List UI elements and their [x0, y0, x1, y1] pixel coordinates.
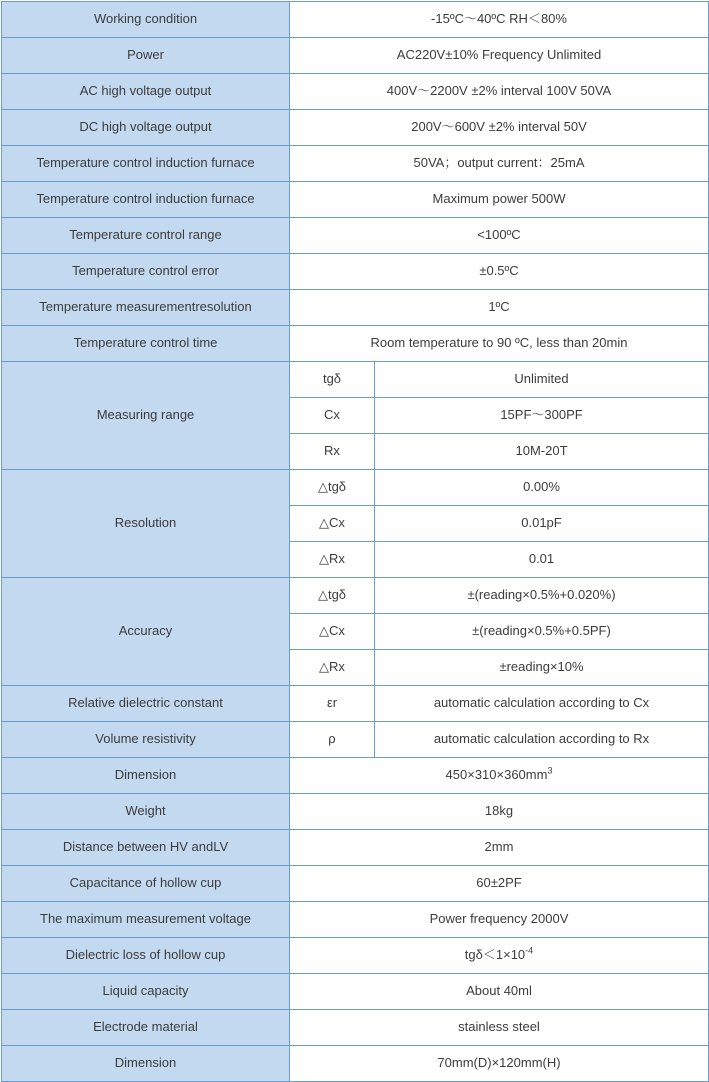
row-label: Dimension [2, 758, 290, 794]
row-label: Relative dielectric constant [2, 686, 290, 722]
table-row [2, 74, 709, 110]
table-row [2, 290, 709, 326]
row-label: Power [2, 38, 290, 74]
row-symbol: ρ [290, 722, 375, 758]
row-value: About 40ml [290, 974, 709, 1010]
table-row [2, 326, 709, 362]
row-symbol: △Rx [290, 542, 375, 578]
row-label: Electrode material [2, 1010, 290, 1046]
table-row [2, 362, 709, 398]
row-label: Accuracy [2, 578, 290, 686]
row-label: Resolution [2, 470, 290, 578]
row-value: ±(reading×0.5%+0.020%) [375, 578, 709, 614]
table-row [2, 578, 709, 614]
row-label: Temperature control induction furnace [2, 146, 290, 182]
table-row [2, 38, 709, 74]
row-value: ±0.5ºC [290, 254, 709, 290]
table-row [2, 2, 709, 38]
row-value: 0.00% [375, 470, 709, 506]
row-value: $tg\delta<1\times 10^{-4}$ [290, 938, 709, 974]
row-label: Temperature measurementresolution [2, 290, 290, 326]
row-label: Temperature control induction furnace [2, 182, 290, 218]
value-superscript: 3 [547, 765, 553, 776]
table-row [2, 218, 709, 254]
row-symbol: Cx [290, 398, 375, 434]
row-value: 60±2PF [290, 866, 709, 902]
row-label: Temperature control time [2, 326, 290, 362]
row-value: 0.01pF [375, 506, 709, 542]
table-row [2, 254, 709, 290]
table-row [2, 722, 709, 758]
row-value: 1ºC [290, 290, 709, 326]
row-label: Liquid capacity [2, 974, 290, 1010]
row-value: -15ºC～40ºC RH＜80% [290, 2, 709, 38]
table-row [2, 146, 709, 182]
row-value: AC220V±10% Frequency Unlimited [290, 38, 709, 74]
row-symbol: εr [290, 686, 375, 722]
table-row [2, 794, 709, 830]
table-row [2, 686, 709, 722]
row-value: $450\times 310\times 360mm^3$ [290, 758, 709, 794]
row-value: ±(reading×0.5%+0.5PF) [375, 614, 709, 650]
row-symbol: △Cx [290, 506, 375, 542]
row-symbol: △tgδ [290, 578, 375, 614]
row-label: DC high voltage output [2, 110, 290, 146]
row-value: Power frequency 2000V [290, 902, 709, 938]
row-symbol: Rx [290, 434, 375, 470]
table-row [2, 902, 709, 938]
row-value: 0.01 [375, 542, 709, 578]
row-value: automatic calculation according to Cx [375, 686, 709, 722]
row-value: 2mm [290, 830, 709, 866]
row-label: Dimension [2, 1046, 290, 1082]
row-value: Room temperature to 90 ºC, less than 20min [290, 326, 709, 362]
row-value: 18kg [290, 794, 709, 830]
row-label: Temperature control error [2, 254, 290, 290]
table-row [2, 938, 709, 974]
row-label: Weight [2, 794, 290, 830]
row-label: Temperature control range [2, 218, 290, 254]
row-label: Working condition [2, 2, 290, 38]
row-label: Capacitance of hollow cup [2, 866, 290, 902]
row-label: AC high voltage output [2, 74, 290, 110]
row-value: 15PF～300PF [375, 398, 709, 434]
specification-table [1, 1, 709, 1082]
row-label: Distance between HV andLV [2, 830, 290, 866]
row-symbol: △tgδ [290, 470, 375, 506]
row-value: 70mm(D)×120mm(H) [290, 1046, 709, 1082]
row-value: <100ºC [290, 218, 709, 254]
row-symbol: tgδ [290, 362, 375, 398]
table-row [2, 830, 709, 866]
value-superscript: -4 [525, 945, 534, 956]
row-value: ±reading×10% [375, 650, 709, 686]
row-value: Unlimited [375, 362, 709, 398]
row-symbol: △Cx [290, 614, 375, 650]
table-row [2, 974, 709, 1010]
row-label: Measuring range [2, 362, 290, 470]
row-label: The maximum measurement voltage [2, 902, 290, 938]
table-row [2, 866, 709, 902]
row-value: stainless steel [290, 1010, 709, 1046]
row-value: automatic calculation according to Rx [375, 722, 709, 758]
specification-table-body [2, 2, 709, 1082]
table-row [2, 470, 709, 506]
row-symbol: △Rx [290, 650, 375, 686]
row-value: 400V～2200V ±2% interval 100V 50VA [290, 74, 709, 110]
row-value: Maximum power 500W [290, 182, 709, 218]
table-row [2, 758, 709, 794]
row-label: Dielectric loss of hollow cup [2, 938, 290, 974]
table-row [2, 1010, 709, 1046]
row-label: Volume resistivity [2, 722, 290, 758]
row-value: 50VA；output current：25mA [290, 146, 709, 182]
row-value: 200V～600V ±2% interval 50V [290, 110, 709, 146]
table-row [2, 110, 709, 146]
row-value: 10M-20T [375, 434, 709, 470]
table-row [2, 182, 709, 218]
